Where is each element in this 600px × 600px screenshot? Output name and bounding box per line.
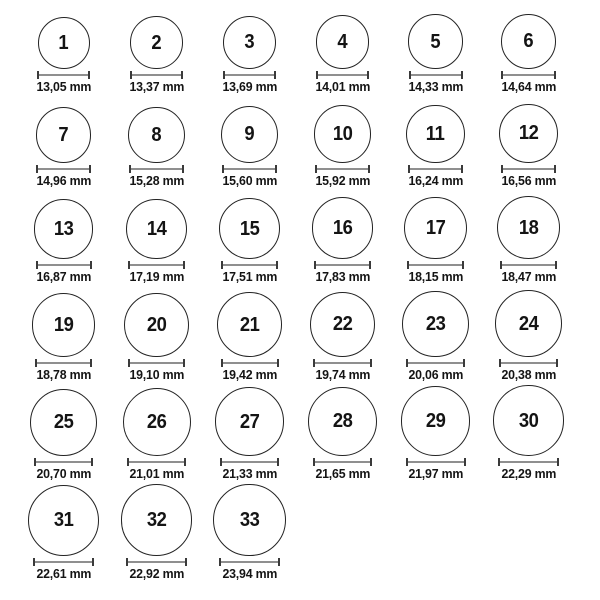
- ring-size-number: 9: [244, 123, 255, 146]
- diameter-ruler: [316, 71, 370, 79]
- ring-size-cell: [110, 95, 203, 189]
- ruler-line: [131, 168, 182, 170]
- ruler-line: [503, 168, 555, 170]
- diameter-label: 17,51 mm: [222, 269, 277, 284]
- ring-size-cell: [110, 482, 203, 600]
- ring-circle: [215, 387, 284, 456]
- ring-circle: [404, 197, 466, 259]
- ruler-tick-right: [277, 359, 279, 367]
- ruler-line: [39, 74, 88, 76]
- ring-circle: [34, 199, 94, 259]
- diameter-label: 21,01 mm: [129, 466, 184, 481]
- ruler-tick-right: [92, 558, 94, 566]
- ring-circle: [221, 106, 278, 163]
- ring-size-cell: [17, 95, 110, 189]
- diameter-label: 18,47 mm: [501, 269, 556, 284]
- ring-size-cell: [110, 189, 203, 285]
- ruler-tick-right: [278, 558, 280, 566]
- diameter-ruler: [409, 71, 463, 79]
- diameter-label: 15,28 mm: [129, 173, 184, 188]
- ring-circle: [126, 199, 186, 259]
- ring-size-number: 22: [332, 313, 353, 336]
- diameter-ruler: [221, 359, 279, 367]
- ruler-line: [38, 168, 89, 170]
- diameter-label: 23,94 mm: [222, 566, 277, 581]
- ring-size-number: 4: [337, 31, 348, 54]
- ring-size-cell: [203, 285, 296, 383]
- ruler-tick-right: [274, 71, 276, 79]
- ruler-tick-right: [461, 71, 463, 79]
- diameter-ruler: [35, 359, 93, 367]
- diameter-ruler: [407, 261, 464, 269]
- ruler-line: [223, 362, 277, 364]
- diameter-ruler: [313, 359, 371, 367]
- diameter-ruler: [408, 165, 464, 173]
- diameter-ruler: [130, 71, 183, 79]
- ruler-tick-right: [90, 261, 92, 269]
- ring-size-cell: [203, 383, 296, 482]
- ring-size-number: 32: [146, 509, 167, 532]
- diameter-label: 16,56 mm: [501, 173, 556, 188]
- ruler-line: [35, 561, 92, 563]
- ruler-tick-right: [464, 458, 466, 466]
- diameter-ruler: [37, 71, 90, 79]
- ruler-tick-right: [557, 458, 559, 466]
- ring-circle: [408, 14, 463, 69]
- ring-size-cell: [482, 0, 575, 95]
- ring-size-number: 5: [430, 30, 441, 53]
- ring-circle: [499, 104, 558, 163]
- ring-circle: [312, 197, 374, 259]
- ring-size-number: 31: [53, 509, 74, 532]
- ruler-line: [225, 74, 275, 76]
- diameter-ruler: [126, 558, 187, 566]
- ring-size-cell: [482, 95, 575, 189]
- ring-circle: [497, 196, 560, 259]
- ring-size-cell: [296, 285, 389, 383]
- diameter-label: 20,06 mm: [408, 367, 463, 382]
- ruler-line: [410, 168, 462, 170]
- diameter-ruler: [406, 458, 466, 466]
- diameter-label: 17,83 mm: [315, 269, 370, 284]
- diameter-label: 21,97 mm: [408, 466, 463, 481]
- ruler-tick-right: [555, 261, 557, 269]
- ring-size-cell: [203, 95, 296, 189]
- diameter-ruler: [128, 359, 186, 367]
- ruler-tick-right: [463, 359, 465, 367]
- ring-size-cell: [389, 383, 482, 482]
- diameter-ruler: [500, 261, 557, 269]
- ring-size-number: 26: [146, 411, 167, 433]
- ruler-tick-right: [276, 261, 278, 269]
- ruler-tick-right: [461, 165, 463, 173]
- ruler-tick-right: [462, 261, 464, 269]
- diameter-ruler: [128, 261, 184, 269]
- ruler-tick-right: [185, 558, 187, 566]
- diameter-ruler: [34, 458, 93, 466]
- ring-circle: [308, 387, 377, 456]
- ring-circle: [123, 388, 191, 456]
- diameter-ruler: [315, 165, 370, 173]
- diameter-ruler: [222, 165, 277, 173]
- ring-size-cell: [17, 482, 110, 600]
- ring-circle: [38, 17, 90, 69]
- ring-size-number: 20: [146, 313, 167, 336]
- ruler-line: [501, 362, 556, 364]
- diameter-label: 16,87 mm: [36, 269, 91, 284]
- ruler-tick-right: [91, 458, 93, 466]
- diameter-label: 19,42 mm: [222, 367, 277, 382]
- diameter-label: 22,61 mm: [36, 566, 91, 581]
- ruler-line: [317, 168, 368, 170]
- diameter-label: 14,01 mm: [315, 79, 370, 94]
- ring-size-number: 30: [518, 409, 539, 432]
- ruler-tick-right: [370, 458, 372, 466]
- ruler-tick-right: [556, 359, 558, 367]
- ring-size-number: 6: [523, 30, 534, 53]
- ring-size-number: 33: [239, 508, 260, 531]
- ruler-tick-right: [183, 261, 185, 269]
- ring-size-number: 10: [332, 123, 353, 146]
- ruler-line: [315, 461, 371, 463]
- ruler-line: [36, 461, 91, 463]
- ruler-tick-right: [182, 165, 184, 173]
- ruler-line: [224, 168, 275, 170]
- ring-size-number: 13: [53, 218, 74, 241]
- ring-circle: [219, 198, 280, 259]
- ring-size-number: 23: [425, 312, 446, 335]
- diameter-ruler: [223, 71, 277, 79]
- diameter-ruler: [501, 71, 555, 79]
- diameter-label: 20,38 mm: [501, 367, 556, 382]
- ruler-tick-right: [275, 165, 277, 173]
- ruler-tick-right: [554, 165, 556, 173]
- ring-size-number: 21: [239, 313, 260, 336]
- ring-size-number: 27: [239, 410, 260, 433]
- diameter-ruler: [221, 261, 278, 269]
- ruler-tick-right: [183, 359, 185, 367]
- ruler-line: [38, 264, 90, 266]
- diameter-label: 14,96 mm: [36, 173, 91, 188]
- ring-circle: [121, 484, 193, 556]
- ruler-line: [315, 362, 369, 364]
- ring-size-cell: [17, 383, 110, 482]
- diameter-ruler: [313, 458, 373, 466]
- ruler-line: [316, 264, 369, 266]
- diameter-ruler: [314, 261, 371, 269]
- diameter-label: 16,24 mm: [408, 173, 463, 188]
- ring-size-number: 15: [239, 217, 260, 240]
- ruler-line: [408, 362, 463, 364]
- ruler-line: [129, 461, 184, 463]
- ring-size-number: 8: [151, 123, 162, 146]
- diameter-label: 15,92 mm: [315, 173, 370, 188]
- ring-circle: [310, 292, 375, 357]
- ring-size-cell: [17, 285, 110, 383]
- diameter-label: 14,64 mm: [501, 79, 556, 94]
- ring-circle: [314, 105, 372, 163]
- diameter-label: 13,05 mm: [36, 79, 91, 94]
- ring-circle: [402, 291, 468, 357]
- ruler-line: [128, 561, 185, 563]
- diameter-ruler: [220, 458, 280, 466]
- ring-size-cell: [389, 95, 482, 189]
- ring-size-number: 11: [426, 122, 445, 145]
- ring-size-number: 25: [53, 411, 74, 434]
- ring-circle: [130, 16, 183, 69]
- ruler-line: [221, 561, 278, 563]
- diameter-label: 19,74 mm: [315, 367, 370, 382]
- ring-size-cell: [482, 285, 575, 383]
- diameter-label: 18,15 mm: [408, 269, 463, 284]
- diameter-label: 19,10 mm: [129, 367, 184, 382]
- ring-size-cell: [389, 189, 482, 285]
- diameter-label: 13,69 mm: [222, 79, 277, 94]
- ruler-line: [37, 362, 91, 364]
- ring-size-cell: [110, 383, 203, 482]
- diameter-ruler: [129, 165, 184, 173]
- ring-circle: [223, 16, 276, 69]
- ring-size-cell: [296, 189, 389, 285]
- ring-size-cell: [296, 383, 389, 482]
- ring-circle: [128, 107, 184, 163]
- diameter-label: 17,19 mm: [129, 269, 184, 284]
- ring-circle: [32, 293, 96, 357]
- ring-circle: [401, 386, 471, 456]
- ring-size-cell: [482, 189, 575, 285]
- ring-size-cell: [17, 0, 110, 95]
- ring-circle: [30, 389, 97, 456]
- diameter-label: 14,33 mm: [408, 79, 463, 94]
- ring-circle: [501, 14, 556, 69]
- ring-size-cell: [17, 189, 110, 285]
- ring-circle: [495, 290, 562, 357]
- diameter-ruler: [501, 165, 557, 173]
- diameter-label: 22,92 mm: [129, 566, 184, 581]
- diameter-ruler: [406, 359, 465, 367]
- ruler-tick-right: [181, 71, 183, 79]
- ruler-tick-right: [88, 71, 90, 79]
- ruler-line: [502, 264, 555, 266]
- diameter-label: 18,78 mm: [36, 367, 91, 382]
- diameter-ruler: [36, 165, 91, 173]
- ring-circle: [124, 293, 188, 357]
- diameter-label: 22,29 mm: [501, 466, 556, 481]
- ruler-tick-right: [90, 359, 92, 367]
- ring-size-cell: [203, 0, 296, 95]
- diameter-label: 21,33 mm: [222, 466, 277, 481]
- diameter-label: 13,37 mm: [129, 79, 184, 94]
- ring-size-cell: [389, 0, 482, 95]
- ring-size-number: 16: [332, 217, 353, 240]
- diameter-label: 21,65 mm: [315, 466, 370, 481]
- ring-circle: [217, 292, 282, 357]
- ruler-tick-right: [368, 165, 370, 173]
- ruler-line: [132, 74, 181, 76]
- ring-size-number: 7: [58, 124, 69, 147]
- ruler-line: [223, 264, 276, 266]
- ring-size-number: 12: [518, 122, 539, 145]
- ruler-tick-right: [367, 71, 369, 79]
- ruler-line: [500, 461, 556, 463]
- ruler-line: [130, 362, 184, 364]
- ring-size-cell: [110, 0, 203, 95]
- ring-circle: [493, 385, 564, 456]
- ring-size-number: 24: [518, 312, 539, 335]
- ruler-tick-right: [89, 165, 91, 173]
- ring-size-number: 2: [151, 31, 162, 54]
- diameter-ruler: [33, 558, 94, 566]
- ring-size-cell: [203, 482, 296, 600]
- ruler-tick-right: [370, 359, 372, 367]
- ring-size-number: 1: [58, 32, 69, 54]
- ring-size-number: 3: [244, 31, 255, 54]
- ring-size-number: 17: [425, 216, 446, 239]
- diameter-ruler: [127, 458, 186, 466]
- ring-circle: [213, 484, 285, 556]
- ruler-line: [409, 264, 462, 266]
- ruler-line: [411, 74, 461, 76]
- ring-circle: [316, 15, 370, 69]
- ring-size-cell: [110, 285, 203, 383]
- diameter-ruler: [499, 359, 558, 367]
- ring-circle: [36, 107, 92, 163]
- ring-size-number: 19: [53, 314, 74, 337]
- ruler-line: [222, 461, 278, 463]
- ring-size-cell: [296, 0, 389, 95]
- diameter-ruler: [498, 458, 558, 466]
- ring-circle: [406, 105, 464, 163]
- diameter-label: 15,60 mm: [222, 173, 277, 188]
- ring-size-number: 18: [518, 216, 539, 239]
- ring-size-number: 29: [425, 410, 446, 433]
- ring-size-cell: [296, 95, 389, 189]
- ruler-line: [130, 264, 182, 266]
- ring-size-cell: [482, 383, 575, 482]
- ring-size-cell: [203, 189, 296, 285]
- ruler-tick-right: [554, 71, 556, 79]
- ring-circle: [28, 485, 99, 556]
- ring-size-number: 28: [332, 410, 353, 433]
- ring-size-number: 14: [146, 217, 167, 240]
- ruler-tick-right: [277, 458, 279, 466]
- diameter-ruler: [36, 261, 92, 269]
- ring-size-cell: [389, 285, 482, 383]
- ruler-line: [408, 461, 464, 463]
- ruler-line: [503, 74, 553, 76]
- diameter-ruler: [219, 558, 280, 566]
- ruler-line: [318, 74, 368, 76]
- diameter-label: 20,70 mm: [36, 466, 91, 481]
- ruler-tick-right: [184, 458, 186, 466]
- ruler-tick-right: [369, 261, 371, 269]
